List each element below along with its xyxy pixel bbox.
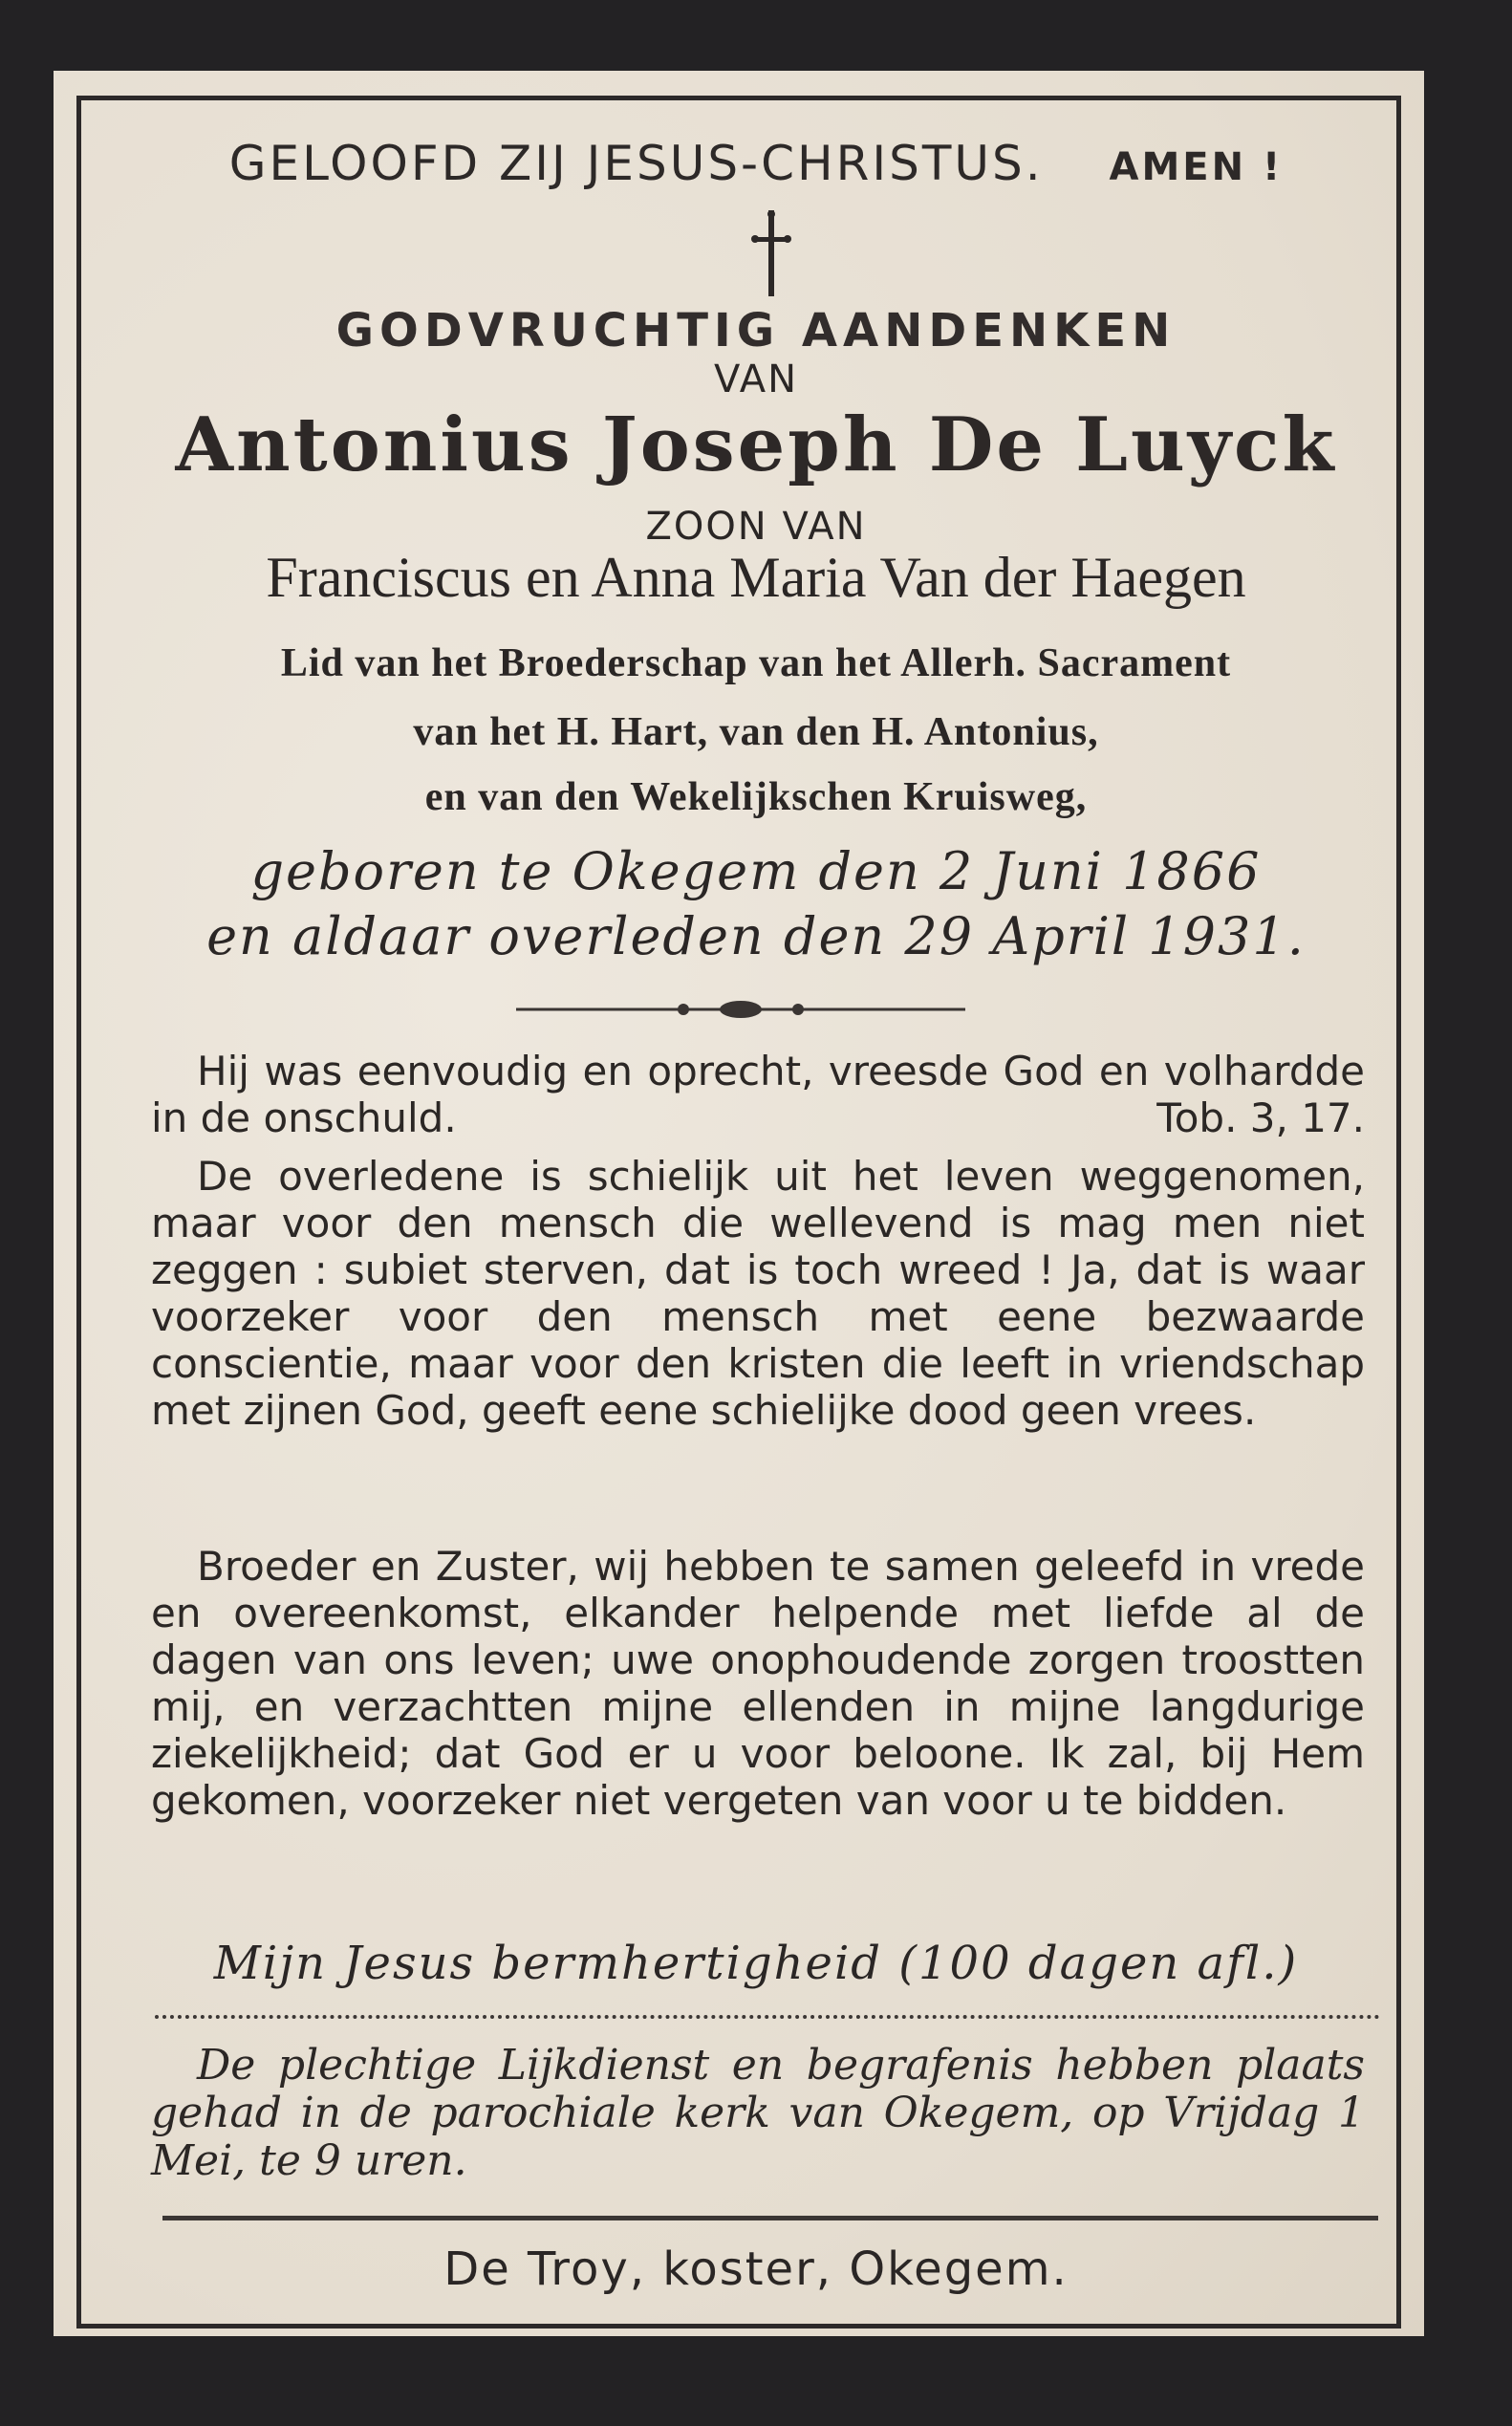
deceased-name: Antonius Joseph De Luyck <box>175 401 1337 488</box>
ornament-divider <box>516 996 965 1023</box>
memorial-heading: GODVRUCHTIG AANDENKEN <box>335 304 1177 357</box>
son-of-text: ZOON VAN <box>645 505 867 549</box>
membership-line-1: Lid van het Broederschap van het Allerh. Sacrament <box>280 641 1232 685</box>
quote-block <box>151 1048 1365 1141</box>
printer-line: De Troy, koster, Okegem. <box>443 2242 1069 2296</box>
birth-line: geboren te Okegem den 2 Juni 1866 <box>250 841 1262 901</box>
cross-icon <box>747 210 795 296</box>
solid-divider <box>162 2216 1378 2220</box>
membership-line-3: en van den Wekelijkschen Kruisweg, <box>424 775 1088 819</box>
amen-text: AMEN ! <box>1109 145 1284 189</box>
funeral-block <box>151 2042 1365 2185</box>
paragraph-2-text: Broeder en Zuster, wij hebben te samen geleefd in vrede en overeenkomst, elkander helpende met liefde al de dagen van ons leven; uwe onophoudende zorgen troostten mij, en verzachtten mijne ellenden in mijne langdurige ziekelijkheid; dat God er u voor beloone. Ik zal, bij Hem gekomen, voorzeker niet vergeten van voor u te bidden. <box>151 1543 1365 1824</box>
indulgence-prayer: Mijn Jesus bermhertigheid (100 dagen afl.) <box>213 1937 1299 1990</box>
quote-reference: Tob. 3, 17. <box>1156 1094 1365 1141</box>
paragraph-2 <box>151 1543 1365 1824</box>
paragraph-1 <box>151 1153 1365 1434</box>
quote-text <box>151 1048 1365 1141</box>
header-line <box>0 136 1512 191</box>
of-text: VAN <box>713 357 799 401</box>
funeral-text: De plechtige Lijkdienst en begrafenis hebben plaats gehad in de parochiale kerk van Okegem, op Vrijdag 1 Mei, te 9 uren. <box>151 2041 1365 2185</box>
death-line: en aldaar overleden den 29 April 1931. <box>206 906 1306 966</box>
membership-line-2: van het H. Hart, van den H. Antonius, <box>413 710 1099 754</box>
praise-text: GELOOFD ZIJ JESUS-CHRISTUS. <box>228 136 1044 191</box>
dotted-divider <box>155 2015 1380 2019</box>
quote-body: Hij was eenvoudig en oprecht, vreesde God en volhardde in de onschuld. <box>151 1048 1365 1141</box>
paragraph-1-text: De overledene is schielijk uit het leven weggenomen, maar voor den mensch die wellevend is mag men niet zeggen : subiet sterven, dat is toch wreed ! Ja, dat is waar voorzeker voor den mensch met eene bezwaarde conscientie, maar voor den kristen die leeft in vriendschap met zijnen God, geeft eene schielijke dood geen vrees. <box>151 1153 1365 1434</box>
parents-text: Franciscus en Anna Maria Van der Haegen <box>266 546 1246 609</box>
